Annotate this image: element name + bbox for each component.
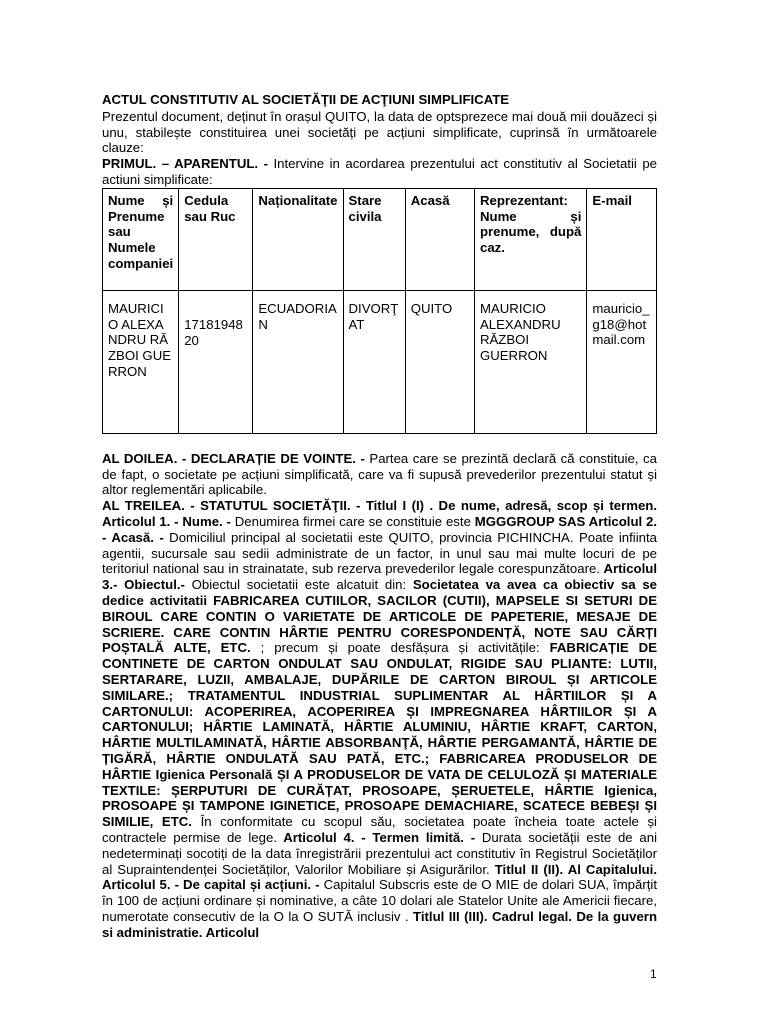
parties-table [102, 188, 657, 434]
title-3-label: Titlul III (III). Cadrul legal. De la guvern si administratie. Articolul [102, 908, 657, 940]
first-clause [102, 156, 657, 188]
object-text-4: În conformitate cu scopul său, societatea poate încheia toate actele și contractele permise de lege. [102, 814, 657, 845]
article-2-text: Domiciliul principal al societatii este QUITO, provincia PICHINCHA. Poate infiinta agentii, sucursale sau sedii administrate de un factor, in unul sau mai multe locuri de pe teritoriul national sau in strainatate, sub rezerva prevederilor legale corespunzătoare. [102, 529, 657, 577]
article-2-label: Articolul 2. - Acasă. - [102, 513, 657, 545]
first-clause-text: Intervine in acordarea prezentului act constitutiv al Societatii pe actiuni simplificate: [102, 156, 657, 187]
header-id: Cedula sau Ruc [179, 188, 253, 290]
second-clause-label: AL DOILEA. - DECLARAȚIE DE VOINTE. - [102, 450, 365, 466]
header-name: Nume și Prenume sau Numele companiei [103, 188, 179, 290]
article-5-text: Capitalul Subscris este de O MIE de dolari SUA, împărțit în 100 de acțiuni ordinare și nominative, a câte 10 dolari ale Statelor Unite ale Americii fiecare, numerotate consecutiv de la O la O SUTĂ inclusiv . [102, 877, 657, 924]
second-clause-text: Partea care se prezintă declară că constituie, ca de fapt, o societate pe acțiuni simplificată, care va fi supusă prevederilor prezentului statut și altor reglementări aplicabile. [102, 450, 657, 498]
article-3-text: Obiectul societatii este alcatuit din: [184, 577, 407, 593]
third-clause-label: AL TREILEA. - STATUTUL SOCIETĂŢII. - Titlul I (I) . De nume, adresă, scop și termen. Articolul 1. - Nume. - [102, 498, 657, 529]
title-2-label: Titlul II (II). Al Capitalului. Articolul 5. - De capital și acțiuni. - [102, 861, 657, 893]
header-civil-status: Stare civila [343, 188, 405, 290]
article-4-text: Durata societății este de ani nedeterminați socotiți de la data înregistrării prezentului act constitutiv în Registrul Societăților al Supraintendenței Societăților, Valorilor Mobiliare și Asigurărilor. [102, 829, 657, 877]
third-clause [102, 498, 657, 940]
cell-nationality: ECUADORIAN [253, 290, 343, 433]
cell-name: MAURICIO ALEXANDRU RĂZBOI GUERRON [103, 290, 179, 433]
page-number: 1 [650, 967, 657, 981]
cell-email: mauricio_g18@hotmail.com [587, 290, 657, 433]
second-clause [102, 451, 657, 498]
document-page [102, 92, 657, 940]
cell-representative: MAURICIO ALEXANDRU RĂZBOI GUERRON [474, 290, 586, 433]
cell-civil-status: DIVORŢAT [343, 290, 405, 433]
object-text-1: Societatea va avea ca obiectiv sa se dedice activitatii FABRICAREA CUTIILOR, SACILOR (CUTII), MAPSELE SI SETURI DE BIROUL CARE CONTIN O VARIETATE DE ARTICOLE DE PAPETERIE, MESAJE DE SCRIERE. CARE CONTIN HÂRTIE PENTRU CORESPONDENȚĂ, NOTE SAU CĂRȚI POȘTALĂ ALTE, ETC. [102, 577, 657, 656]
third-clause-text: Denumirea firmei care se constituie este [230, 513, 475, 529]
header-email: E-mail [587, 188, 657, 290]
cell-id: 1718194820 [179, 290, 253, 433]
document-title: ACTUL CONSTITUTIV AL SOCIETĂŢII DE ACŢIUNI SIMPLIFICATE [102, 92, 510, 107]
object-text-3: FABRICAȚIE DE CONTINETE DE CARTON ONDULAT SAU ONDULAT, RIGIDE SAU PLIANTE: LUTII, SERTARARE, LUZII, AMBALAJE, DUPĂRILE DE CARTON BIROUL ȘI ARTICOLE SIMILARE.; TRATAMENTUL INDUSTRIAL SUPLIMENTAR AL HÂRTIILOR ȘI A CARTONULUI: ACOPERIREA, ACOPERIREA ȘI IMPREGNAREA HÂRTIILOR ȘI A CARTONULUI; HÂRTIE LAMINATĂ, HÂRTIE ALUMINIU, HÂRTIE KRAFT, CARTON, HÂRTIE MULTILAMINATĂ, HÂRTIE ABSORBANŢĂ, HÂRTIE PERGAMANTĂ, HÂRTIE DE ȚIGĂRĂ, HÂRTIE ONDULATĂ SAU PATĂ, ETC.; FABRICAREA PRODUSELOR DE HÂRTIE Igienica Personală ȘI A PRODUSELOR DE VATA DE CELULOZĂ ȘI MATERIALE TEXTILE: ȘERPUTURI DE CURĂȚAT, PROSOAPE, ȘERUETELE, HÂRTIE Igienica, PROSOAPE ȘI TAMPONE IGINETICE, PROSOAPE DEMACHIARE, SCATECE BEBEȘI ȘI SIMILIE, ETC. [102, 640, 657, 830]
firm-name: MGGGROUP SAS [474, 513, 586, 529]
intro-paragraph [102, 109, 657, 156]
article-4-label: Articolul 4. - Termen limită. - [276, 829, 476, 845]
object-text-2: ; precum și poate desfășura și activitățile: [250, 640, 550, 656]
cell-home: QUITO [405, 290, 474, 433]
first-clause-label: PRIMUL. – APARENTUL. - [102, 156, 268, 172]
table-header-row [103, 188, 657, 290]
header-home: Acasă [405, 188, 474, 290]
table-row [103, 290, 657, 433]
header-nationality: Naționalitate [253, 188, 343, 290]
header-representative: Reprezentant: Nume și prenume, după caz. [474, 188, 586, 290]
article-3-label: Articolul 3.- Obiectul.- [102, 561, 657, 593]
intro-text: Prezentul document, deținut în orașul QUITO, la data de optsprezece mai două mii douăzeci și unu, stabilește constituirea unei societăți pe acțiuni simplificate, cuprinsă în următoarele clauze: [102, 108, 657, 156]
